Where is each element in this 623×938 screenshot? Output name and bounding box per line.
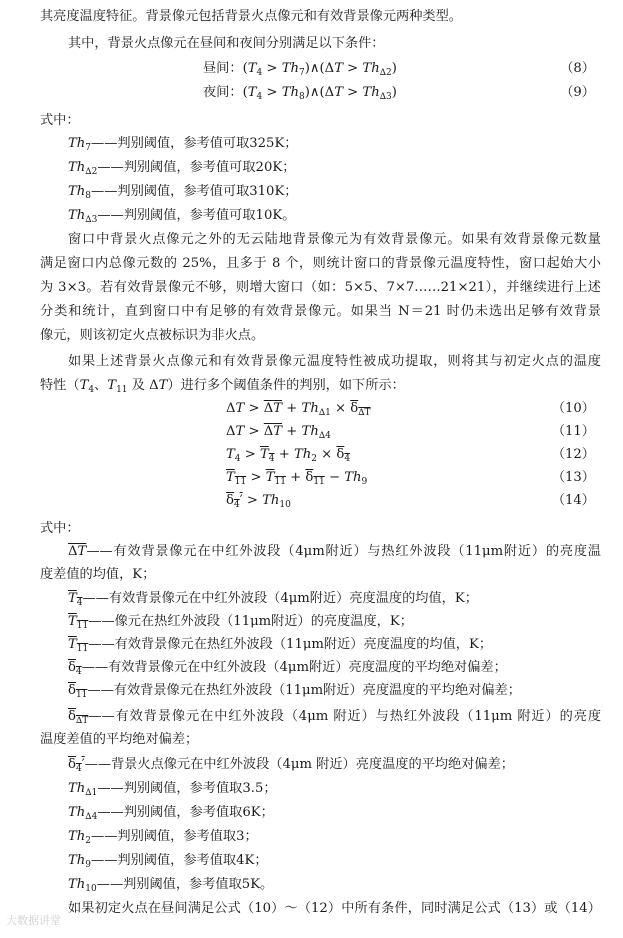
paragraph-window-line: 为 3×3。若有效背景像元不够，则增大窗口（如：5×5、7×7……21×21），并继续进行上述 — [40, 280, 601, 295]
formula-label: 式中： — [40, 113, 80, 128]
paragraph-window-line: 像元，则该初定火点被标识为非火点。 — [40, 328, 265, 343]
watermark: 大数据讲堂 — [6, 914, 61, 927]
definition-continuation: 温度差值的平均绝对偏差； — [40, 732, 199, 747]
equation-number: （8） — [560, 61, 595, 76]
paragraph-window-line: 窗口中背景火点像元之外的无云陆地背景像元为有效背景像元。如果有效背景像元数量 — [68, 232, 601, 247]
definition-th9: $Th_9——$判别阈值，参考值取4K； — [68, 853, 268, 870]
definition-continuation: 度差值的均值，K； — [40, 567, 156, 582]
paragraph-extract-line: 特性（$T_4$、$T_{11}$ 及 ΔT）进行多个阈值条件的判别，如下所示： — [40, 378, 405, 395]
paragraph-conditions: 其中，背景火点像元在昼间和夜间分别满足以下条件： — [68, 36, 385, 51]
equation-number: （10） — [551, 401, 595, 416]
definition-delta4: $\delta_4——$有效背景像元在中红外波段（4μm附近）亮度温度的平均绝对偏差； — [68, 660, 507, 677]
equation-8: 昼间：($T_4$ > $Th_7)\wedge(\Delta T > Th_{\Delta 2})$ （8） — [0, 58, 623, 80]
paragraph-window-line: 满足窗口内总像元数的 25%，且多于 8 个，则统计窗口的背景像元温度特性，窗口起始大小 — [40, 256, 601, 271]
equation-number: （9） — [560, 85, 595, 100]
definition-mean-t4: $T_4——$有效背景像元在中红外波段（4μm附近）亮度温度的均值，K； — [68, 591, 478, 608]
equation-number: （11） — [551, 424, 595, 439]
definition-t11: $T_{11}——$像元在热红外波段（11μm附近）的亮度温度，K； — [68, 614, 413, 631]
definition-th-d2: $Th_{\Delta 2}——$判别阈值，参考值可取20K； — [68, 160, 296, 177]
definition-delta11: $\delta_{11}——$有效背景像元在热红外波段（11μm附近）亮度温度的平均绝对偏差； — [68, 683, 521, 700]
definition-th8: $Th_8——$判别阈值，参考值可取310K； — [68, 184, 298, 201]
equation-number: （12） — [551, 447, 595, 462]
equation-number: （13） — [551, 470, 595, 485]
equation-9: 夜间：($T_4$ > $Th_8)\wedge(\Delta T > Th_{\Delta 3})$ （9） — [0, 82, 623, 104]
paragraph-window-line: 分类和统计，直到窗口中有足够的有效背景像元。如果当 N＝21 时仍未选出足够有效背景 — [40, 304, 601, 319]
definition-delta4-prime: $\delta_4'——$背景火点像元在中红外波段（4μm 附近）亮度温度的平均绝对偏差； — [68, 757, 514, 774]
equation-number: （14） — [551, 493, 595, 508]
definition-th7: $Th_7——$判别阈值，参考值可取325K； — [68, 136, 298, 153]
definition-th-d4: $Th_{\Delta 4}——$判别阈值，参考值取6K； — [68, 805, 274, 822]
definition-delta-dt: $\delta_{\Delta T}——$有效背景像元在中红外波段（4μm 附近）与热红外波段（11μm 附近）的亮度 — [68, 709, 601, 726]
paragraph-last: 如果初定火点在昼间满足公式（10）～（12）中所有条件，同时满足公式（13）或（14） — [68, 901, 601, 916]
paragraph-intro: 其亮度温度特征。背景像元包括背景火点像元和有效背景像元两种类型。 — [40, 9, 462, 24]
equation-12: $T_4 > T_4 + Th_2 \times \delta_4$ （12） — [0, 444, 623, 466]
equation-10: $\Delta T > \Delta T + Th_{\Delta 1} \times \delta_{\Delta T}$ （10） — [0, 398, 623, 420]
definition-th-d3: $Th_{\Delta 3}——$判别阈值，参考值可取10K。 — [68, 208, 296, 225]
definition-mean-delta-t: ΔT——有效背景像元在中红外波段（4μm附近）与热红外波段（11μm附近）的亮度温 — [68, 544, 601, 559]
definition-mean-t11: $T_{11}——$有效背景像元在热红外波段（11μm附近）亮度温度的均值，K； — [68, 637, 493, 654]
equation-13: $T_{11} > T_{11} + \delta_{11} - Th_9$ （13） — [0, 467, 623, 489]
formula-label: 式中： — [40, 521, 80, 536]
definition-th-d1: $Th_{\Delta 1}——$判别阈值，参考值取3.5； — [68, 781, 277, 798]
definition-th10: $Th_{10}——$判别阈值，参考值取5K。 — [68, 877, 274, 894]
equation-14: $\delta_4' > Th_{10}$ （14） — [0, 490, 623, 512]
equation-11: $\Delta T > \Delta T + Th_{\Delta 4}$ （11） — [0, 421, 623, 443]
definition-th2: $Th_2——$判别阈值，参考值取3； — [68, 829, 258, 846]
paragraph-extract-line: 如果上述背景火点像元和有效背景像元温度特性被成功提取，则将其与初定火点的温度 — [68, 354, 601, 369]
